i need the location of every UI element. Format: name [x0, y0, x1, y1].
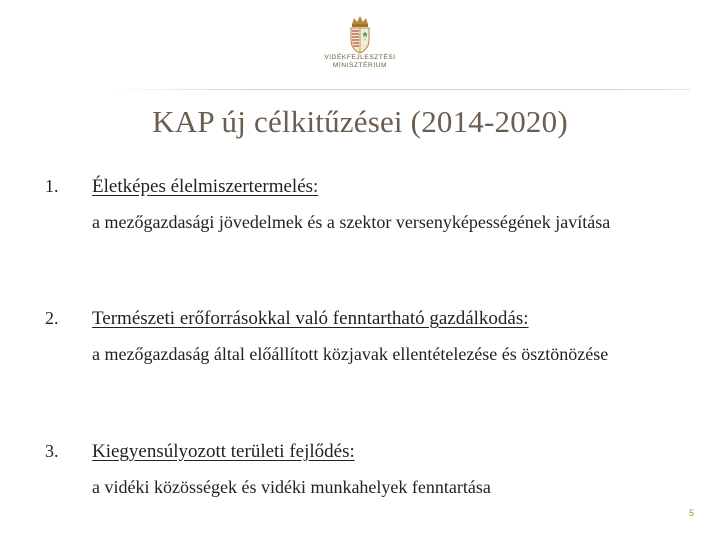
header-divider	[110, 89, 690, 90]
item-heading: Kiegyensúlyozott területi fejlődés:	[92, 441, 355, 462]
ministry-name-line1: VIDÉKFEJLESZTÉSI	[324, 54, 396, 61]
item-description: a mezőgazdaság által előállított közjavak ellentételezése és ösztönözése	[92, 344, 609, 364]
item-heading: Életképes élelmiszertermelés:	[92, 176, 319, 197]
ministry-logo	[300, 14, 420, 82]
item-heading: Természeti erőforrásokkal való fenntartható gazdálkodás:	[92, 308, 529, 329]
page-number: 5	[688, 508, 694, 518]
coat-of-arms-icon	[347, 14, 373, 54]
slide-title: KAP új célkitűzései (2014-2020)	[152, 104, 568, 139]
item-description: a mezőgazdasági jövedelmek és a szektor versenyképességének javítása	[92, 212, 611, 232]
item-number: 2.	[45, 308, 59, 328]
item-number: 1.	[45, 176, 59, 196]
item-number: 3.	[45, 441, 59, 461]
item-description: a vidéki közösségek és vidéki munkahelyek fenntartása	[92, 477, 491, 497]
ministry-name-line2: MINISZTÉRIUM	[332, 62, 388, 69]
